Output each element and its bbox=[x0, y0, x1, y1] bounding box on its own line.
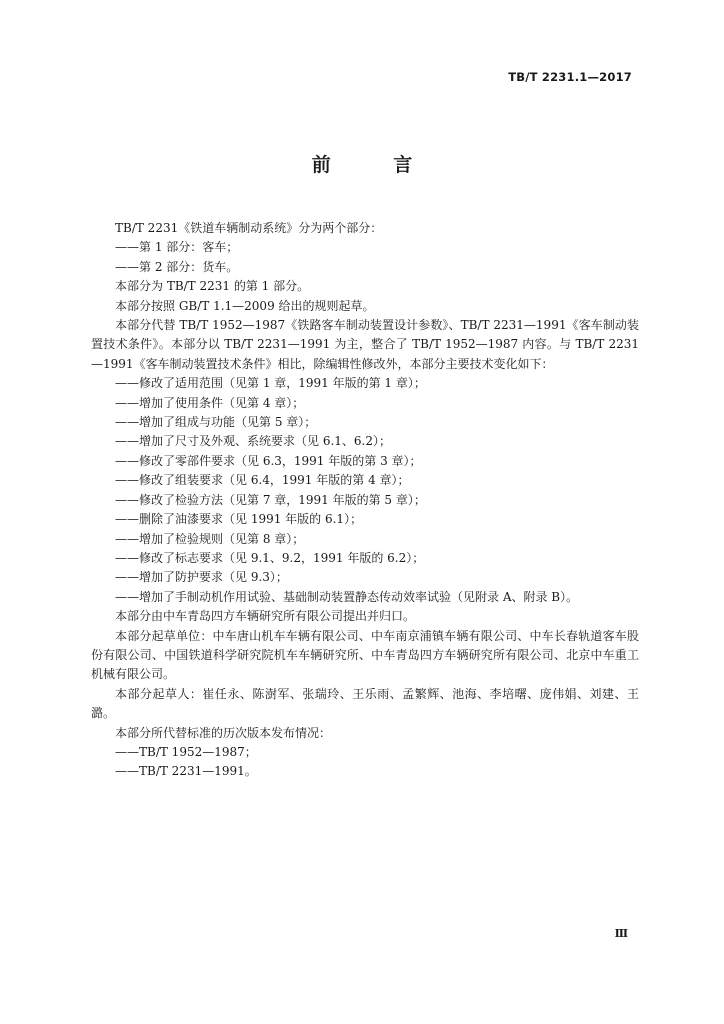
list-item: ——TB/T 2231—1991。 bbox=[115, 764, 257, 779]
paragraph: 本部分所代替标准的历次版本发布情况： bbox=[115, 725, 332, 740]
list-item: ——修改了零部件要求（见 6.3，1991 年版的第 3 章）； bbox=[115, 453, 422, 468]
paragraph: TB/T 2231《铁道车辆制动系统》分为两个部分： bbox=[115, 221, 383, 235]
list-item: ——删除了油漆要求（见 1991 年版的 6.1）； bbox=[115, 512, 363, 527]
page-title: 前 言 bbox=[311, 154, 441, 176]
paragraph: 本部分代替 TB/T 1952—1987《铁路客车制动装置设计参数》、TB/T 2231—1991《客车制动装置技术条件》。本部分以 TB/T 2231—1991 为主，整合了 TB/T 1952—1987 内容。与 TB/T 2231—1991《客车制动装置技术条件》相比，除编辑性修改外，本部分主要技术变化如下： bbox=[91, 318, 639, 371]
list-item: ——增加了手制动机作用试验、基础制动装置静态传动效率试验（见附录 A、附录 B）。 bbox=[115, 589, 579, 604]
paragraph: 本部分由中车青岛四方车辆研究所有限公司提出并归口。 bbox=[115, 609, 416, 624]
list-item: ——增加了防护要求（见 9.3）； bbox=[115, 570, 288, 585]
standard-code: TB/T 2231.1—2017 bbox=[508, 70, 632, 84]
list-item: ——TB/T 1952—1987； bbox=[115, 744, 257, 759]
list-item: ——修改了组装要求（见 6.4，1991 年版的第 4 章）； bbox=[115, 473, 410, 488]
foreword-body bbox=[91, 219, 639, 782]
paragraph: 本部分按照 GB/T 1.1—2009 给出的规则起草。 bbox=[115, 298, 375, 313]
page-number: Ⅲ bbox=[614, 927, 628, 940]
list-item: ——第 2 部分：货车。 bbox=[115, 259, 239, 274]
paragraph: 本部分起草单位：中车唐山机车车辆有限公司、中车南京浦镇车辆有限公司、中车长春轨道客车股份有限公司、中国铁道科学研究院机车车辆研究所、中车青岛四方车辆研究所有限公司、北京中车重工机械有限公司。 bbox=[91, 628, 639, 682]
paragraph: 本部分起草人：崔任永、陈澍军、张瑞玲、王乐雨、孟繁辉、池海、李培曙、庞伟娟、刘建、王潞。 bbox=[91, 686, 639, 721]
list-item: ——增加了使用条件（见第 4 章）； bbox=[115, 395, 305, 410]
list-item: ——第 1 部分：客车； bbox=[115, 240, 239, 255]
list-item: ——修改了检验方法（见第 7 章，1991 年版的第 5 章）； bbox=[115, 492, 426, 507]
list-item: ——修改了适用范围（见第 1 章，1991 年版的第 1 章）； bbox=[115, 376, 426, 391]
list-item: ——修改了标志要求（见 9.1、9.2，1991 年版的 6.2）； bbox=[115, 550, 425, 565]
list-item: ——增加了尺寸及外观、系统要求（见 6.1、6.2）； bbox=[115, 434, 391, 449]
list-item: ——增加了组成与功能（见第 5 章）； bbox=[115, 415, 317, 430]
paragraph: 本部分为 TB/T 2231 的第 1 部分。 bbox=[115, 279, 310, 294]
list-item: ——增加了检验规则（见第 8 章）； bbox=[115, 531, 305, 546]
